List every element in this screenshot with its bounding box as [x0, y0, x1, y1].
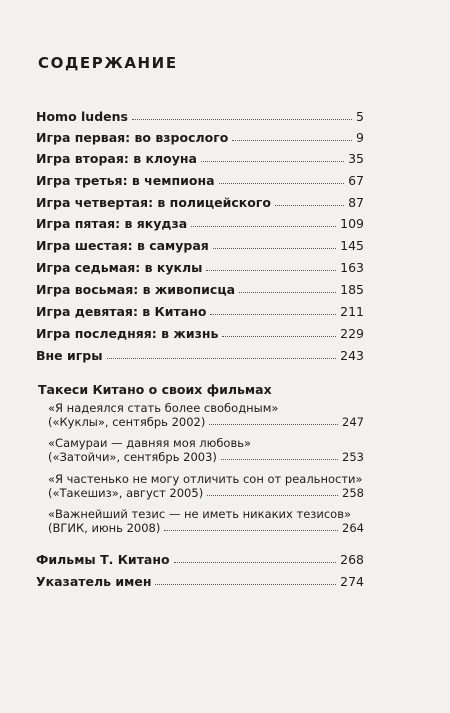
toc-page: 67: [348, 173, 364, 188]
dot-leader: [222, 335, 336, 337]
toc-page: 87: [348, 195, 364, 210]
dot-leader: [206, 269, 336, 271]
toc-page: 5: [356, 109, 364, 124]
toc-label: Игра девятая: в Китано: [36, 304, 207, 319]
dot-leader: [201, 160, 344, 162]
toc-label: Игра первая: во взрослого: [36, 130, 229, 145]
dot-leader: [132, 118, 352, 120]
toc-page: 145: [340, 238, 364, 253]
dot-leader: [207, 494, 338, 496]
toc-page: 258: [342, 486, 364, 500]
dot-leader: [239, 291, 336, 293]
toc-page: 274: [340, 574, 364, 589]
toc-label: Игра седьмая: в куклы: [36, 260, 203, 275]
dot-leader: [210, 313, 336, 315]
toc-label: Фильмы Т. Китано: [36, 552, 170, 567]
interview-source: («Затойчи», сентябрь 2003): [48, 450, 217, 464]
dot-leader: [219, 182, 345, 184]
interview-source: («Куклы», сентябрь 2002): [48, 415, 206, 429]
toc-label: Вне игры: [36, 348, 103, 363]
toc-label: Игра шестая: в самурая: [36, 238, 209, 253]
toc-page: 243: [340, 348, 364, 363]
toc-entry: [36, 127, 364, 145]
section-heading: Такеси Китано о своих фильмах: [38, 382, 272, 397]
toc-entry: [36, 170, 364, 188]
toc-entry: [36, 549, 364, 567]
dot-leader: [174, 561, 337, 563]
interview-entry: [48, 436, 364, 464]
toc-entry: [36, 192, 364, 210]
toc-page: 264: [342, 521, 364, 535]
toc-label: Игра вторая: в клоуна: [36, 151, 197, 166]
dot-leader: [164, 529, 338, 531]
toc-entry: [36, 571, 364, 589]
toc-label: Игра пятая: в якудза: [36, 216, 188, 231]
interview-entry: [48, 472, 364, 500]
toc-entry: [36, 148, 364, 166]
toc-label: Игра последняя: в жизнь: [36, 326, 219, 341]
toc-entry: [36, 257, 364, 275]
interview-title: «Я надеялся стать более свободным»: [48, 401, 279, 415]
dot-leader: [213, 247, 336, 249]
toc-page: 268: [340, 552, 364, 567]
dot-leader: [232, 139, 352, 141]
page-title: СОДЕРЖАНИЕ: [38, 54, 178, 72]
toc-page: 109: [340, 216, 364, 231]
toc-entry: [36, 323, 364, 341]
interview-title: «Важнейший тезис — не иметь никаких тезисов»: [48, 507, 352, 521]
toc-page: 211: [340, 304, 364, 319]
toc-entry: [36, 345, 364, 363]
toc-page: 247: [342, 415, 364, 429]
toc-label: Игра третья: в чемпиона: [36, 173, 215, 188]
toc-entry: [36, 106, 364, 124]
toc-entry: [36, 279, 364, 297]
toc-page: 185: [340, 282, 364, 297]
interview-source: (ВГИК, июнь 2008): [48, 521, 161, 535]
toc-label: Указатель имен: [36, 574, 152, 589]
interview-title: «Самураи — давняя моя любовь»: [48, 436, 252, 450]
interview-entry: [48, 507, 364, 535]
interview-title: «Я частенько не могу отличить сон от реальности»: [48, 472, 363, 486]
toc-page: 253: [342, 450, 364, 464]
toc-page: 9: [356, 130, 364, 145]
toc-page: 35: [348, 151, 364, 166]
toc-label: Игра четвертая: в полицейского: [36, 195, 271, 210]
toc-page: 229: [340, 326, 364, 341]
toc-label: Homo ludens: [36, 109, 128, 124]
toc-entry: [36, 301, 364, 319]
dot-leader: [191, 225, 336, 227]
dot-leader: [209, 423, 338, 425]
dot-leader: [155, 583, 336, 585]
interview-source: («Такешиз», август 2005): [48, 486, 204, 500]
toc-label: Игра восьмая: в живописца: [36, 282, 236, 297]
dot-leader: [275, 204, 344, 206]
toc-entry: [36, 235, 364, 253]
interview-entry: [48, 401, 364, 429]
dot-leader: [107, 357, 337, 359]
toc-page: 163: [340, 260, 364, 275]
toc-entry: [36, 213, 364, 231]
dot-leader: [221, 458, 338, 460]
